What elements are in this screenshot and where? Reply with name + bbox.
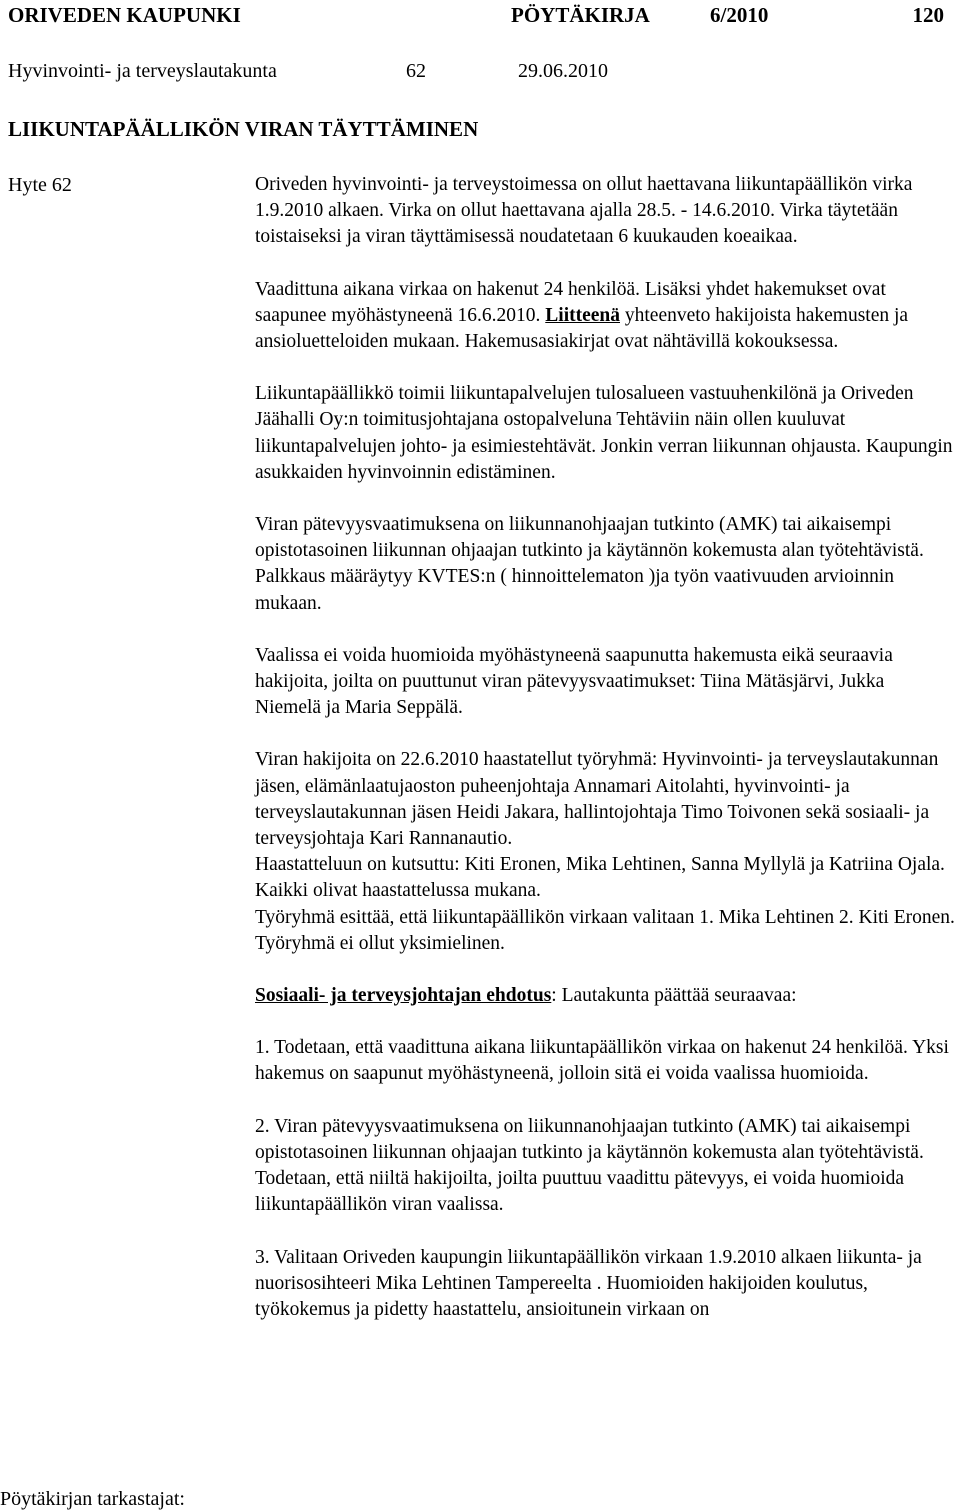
board-name: Hyvinvointi- ja terveyslautakunta: [8, 60, 277, 82]
footer-label: Pöytäkirjan tarkastajat:: [0, 1488, 185, 1510]
header-row-1: [8, 0, 944, 30]
doc-type: PÖYTÄKIRJA: [511, 3, 650, 27]
paragraph: Oriveden hyvinvointi- ja terveystoimessa on ollut haettavana liikuntapäällikön virka 1.9.2010 alkaen. Virka on ollut haettavana ajalla 28.5. - 14.6.2010. Virka täytetään toistaiseksi ja viran täyttämisessä noudatetaan 6 kuukauden koeaikaa.: [255, 174, 913, 248]
section-number: 62: [406, 60, 426, 82]
section-label: Hyte 62: [8, 174, 72, 196]
paragraph: Vaalissa ei voida huomioida myöhästyneenä saapunutta hakemusta eikä seuraavia hakijoita, joilta on puuttunut viran pätevyysvaatimukset: Tiina Mätäsjärvi, Jukka Niemelä ja Maria Seppälä.: [255, 644, 893, 719]
page-title: LIIKUNTAPÄÄLLIKÖN VIRAN TÄYTTÄMINEN: [8, 117, 479, 141]
header-row-2: [8, 56, 944, 86]
proposal-heading: Sosiaali- ja terveysjohtajan ehdotus: Lautakunta päättää seuraavaa:: [255, 985, 797, 1007]
org-name: ORIVEDEN KAUPUNKI: [8, 3, 241, 27]
paragraph: Haastatteluun on kutsuttu: Kiti Eronen, Mika Lehtinen, Sanna Myllylä ja Katriina Ojala. Kaikki olivat haastattelussa mukana.: [255, 854, 945, 902]
attachment-link[interactable]: Liitteenä: [545, 304, 620, 326]
meeting-date: 29.06.2010: [518, 60, 608, 82]
paragraph: Työryhmä esittää, että liikuntapäällikön virkaan valitaan 1. Mika Lehtinen 2. Kiti Eronen. Työryhmä ei ollut yksimielinen.: [255, 906, 955, 954]
page-number: 120: [912, 3, 944, 27]
document-body: [255, 172, 955, 1323]
proposal-label: Sosiaali- ja terveysjohtajan ehdotus: [255, 985, 552, 1007]
paragraph: Viran hakijoita on 22.6.2010 haastatellut työryhmä: Hyvinvointi- ja terveyslautakunnan jäsen, elämänlaatujaoston puheenjohtaja Annamari Aitolahti, hyvinvointi- ja terveyslautakunnan jäsen Heidi Jakara, hallintojohtaja Timo Toivonen sekä sosiaali- ja terveysjohtaja Kari Rannanautio.: [255, 749, 939, 850]
list-item: 3. Valitaan Oriveden kaupungin liikuntapäällikön virkaan 1.9.2010 alkaen liikunta- ja nuorisosihteeri Mika Lehtinen Tampereelta . Huomioiden hakijoiden koulutus, työkokemus ja pidetty haastattelu, ansioitunein virkaan on: [255, 1246, 922, 1320]
list-item: 1. Todetaan, että vaadittuna aikana liikuntapäällikön virkaa on hakenut 24 henkilöä. Yksi hakemus on saapunut myöhästyneenä, jolloin sitä ei voida vaalissa huomioida.: [255, 1037, 949, 1085]
list-item: 2. Viran pätevyysvaatimuksena on liikunnanohjaajan tutkinto (AMK) tai aikaisempi opistotasoinen liikunnan ohjaajan tutkinto ja käytännön kokemusta alan työtehtävistä. Todetaan, että niiltä hakijoilta, joilta puuttuu vaadittu pätevyys, ei voida huomioida liikuntapäällikön viran vaalissa.: [255, 1115, 924, 1216]
paragraph: Viran pätevyysvaatimuksena on liikunnanohjaajan tutkinto (AMK) tai aikaisempi opistotasoinen liikunnan ohjaajan tutkinto ja käytännön kokemusta alan työtehtävistä. Palkkaus määräytyy KVTES:n ( hinnoittelematon )ja työn vaativuuden arvioinnin mukaan.: [255, 514, 924, 614]
doc-number: 6/2010: [710, 3, 769, 27]
paragraph: Liikuntapäällikkö toimii liikuntapalvelujen tulosalueen vastuuhenkilönä ja Oriveden Jäähalli Oy:n toimitusjohtajana ostopalveluna Tehtäviin näin ollen kuuluvat liikuntapalvelujen johto- ja esimiestehtävät. Jonkin verran liikunnan ohjausta. Kaupungin asukkaiden hyvinvoinnin edistäminen.: [255, 383, 953, 483]
paragraph: Vaadittuna aikana virkaa on hakenut 24 henkilöä. Lisäksi yhdet hakemukset ovat saapunee myöhästyneenä 16.6.2010. Liitteenä yhteenveto hakijoista hakemusten ja ansioluetteloiden mukaan. Hakemusasiakirjat ovat nähtävillä kokouksessa.: [255, 278, 909, 353]
